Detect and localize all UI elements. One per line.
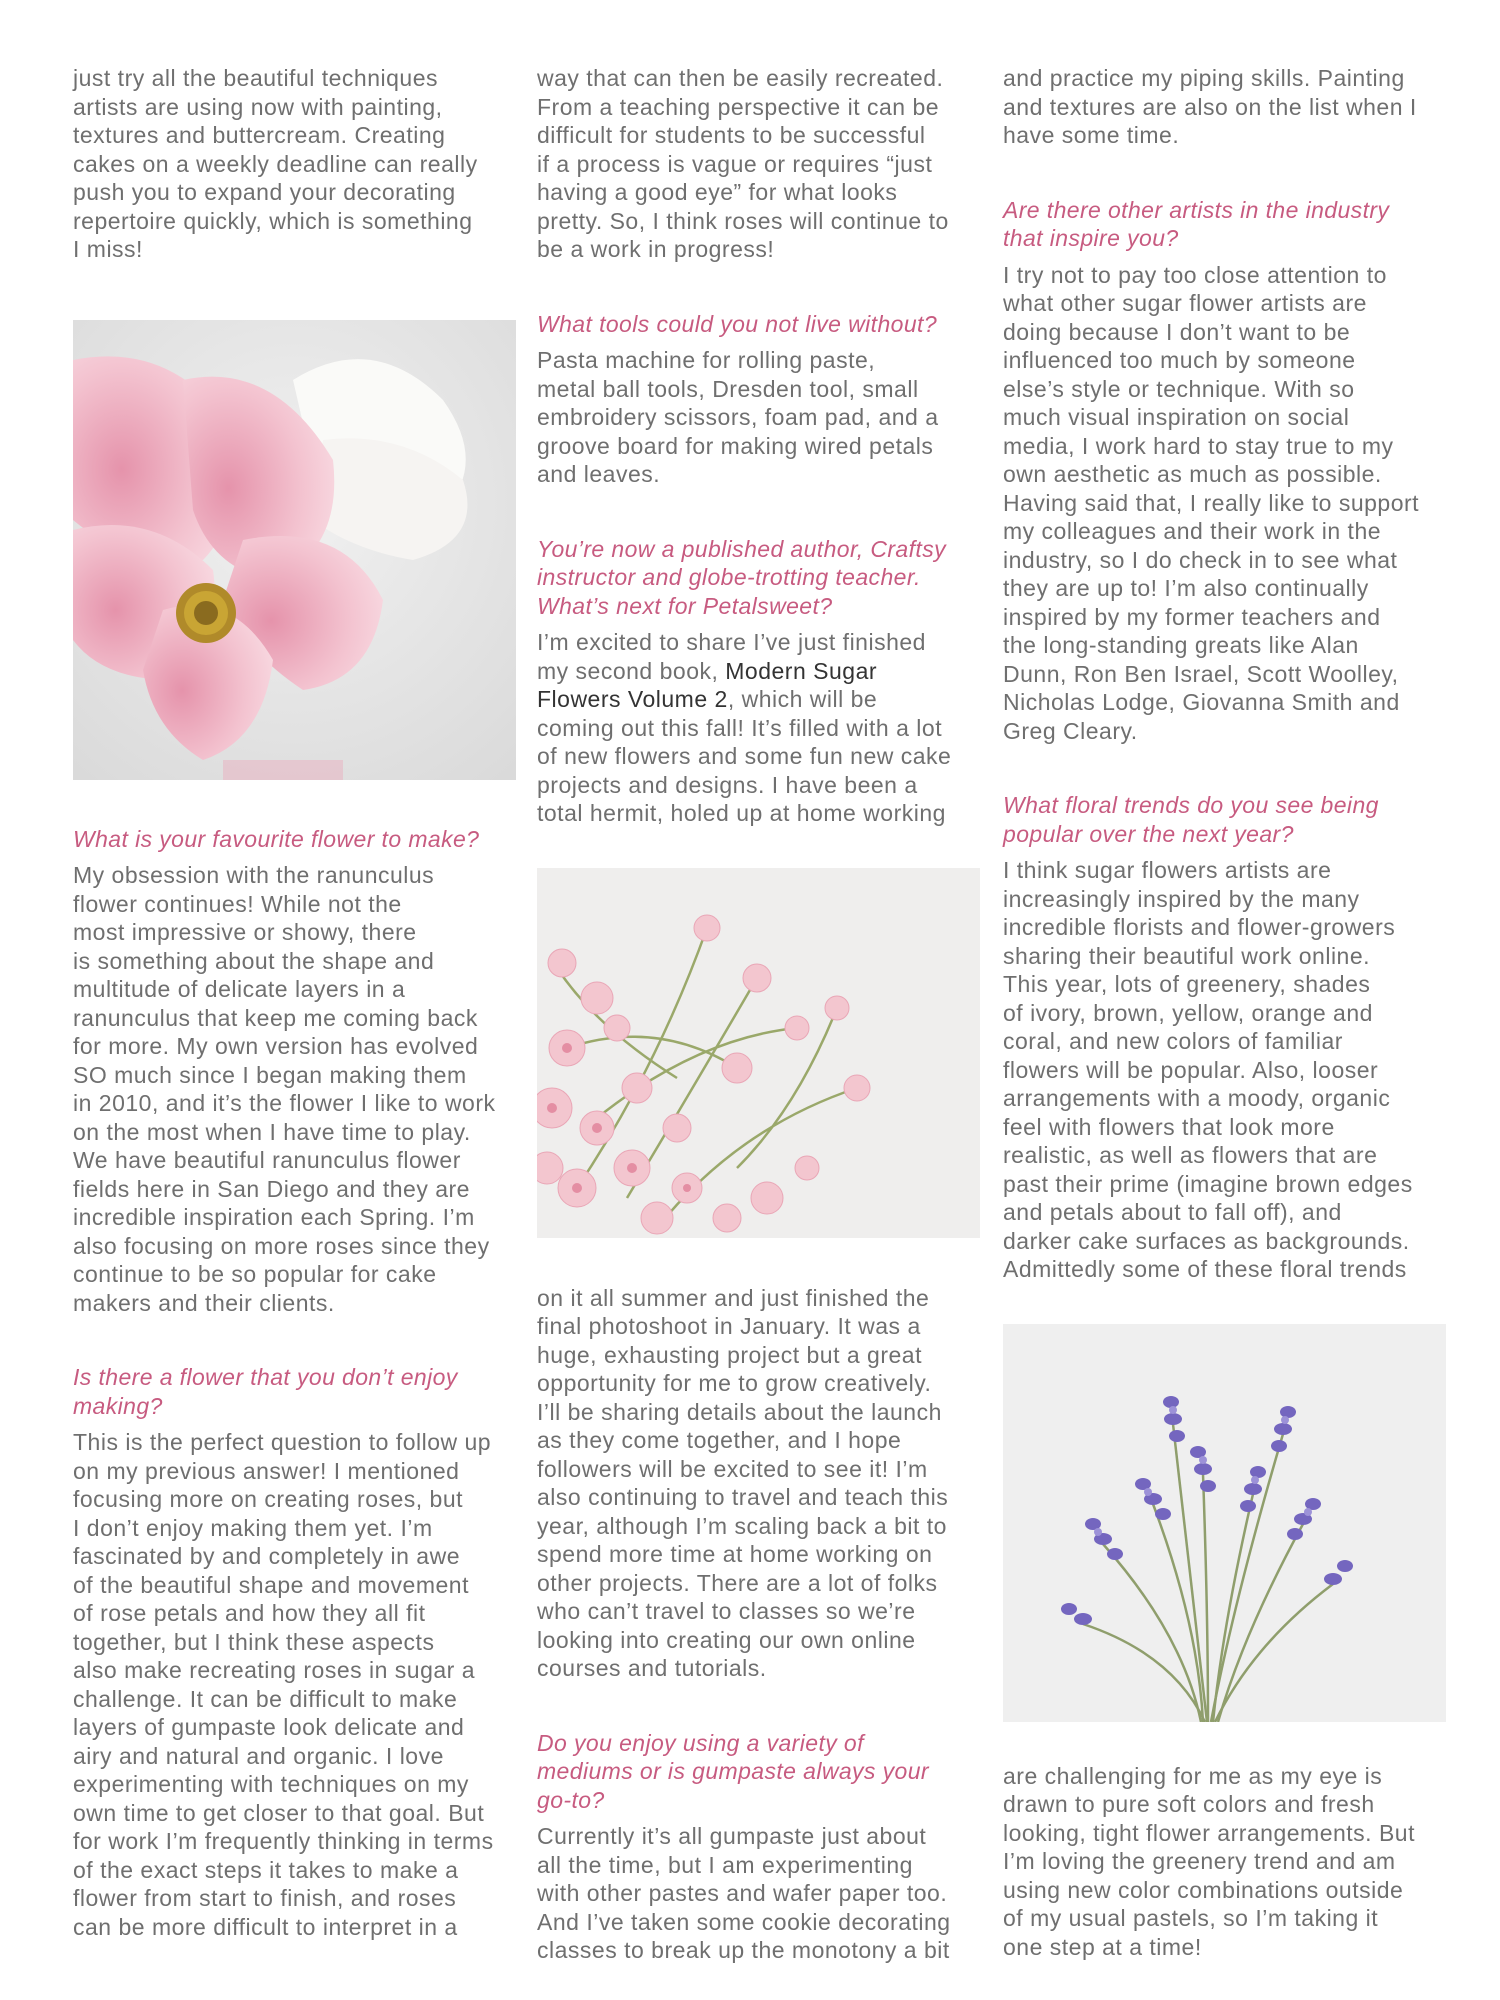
answer-whats-next: I’m excited to share I’ve just finished my second book, Modern Sugar Flowers Volume 2, which will be coming out this fall! It’s filled with a lot of new flowers and some fun new cake projects and designs. I have been a total hermit, holed up at home working <box>537 629 952 826</box>
column-3 <box>1003 64 1448 1961</box>
column-2 <box>537 64 982 1965</box>
roses-continued-paragraph: way that can then be easily recreated. From a teaching perspective it can be difficult for students to be successful if a process is vague or requires “just having a good eye” for what looks pretty. So, I think roses will continue to be a work in progress! <box>537 65 949 262</box>
answer-whats-next-continued: on it all summer and just finished the final photoshoot in January. It was a huge, exhausting project but a great opportunity for me to grow creatively. I’ll be sharing details about the launch as they come together, and I hope followers will be excited to see it! I’m also continuing to travel and teach this year, although I’m scaling back a bit to spend more time at home working on other projects. There are a lot of folks who can’t travel to classes so we’re looking into creating our own online courses and tutorials. <box>537 1284 949 1681</box>
answer-tools: Pasta machine for rolling paste, metal ball tools, Dresden tool, small embroidery scissors, foam pad, and a groove board for making wired petals and leaves. <box>537 347 939 487</box>
question-inspiring-artists: Are there other artists in the industry that inspire you? <box>1003 196 1390 251</box>
question-favourite-flower: What is your favourite flower to make? <box>73 825 480 852</box>
pink-blossoms-photo <box>537 868 980 1238</box>
question-mediums: Do you enjoy using a variety of mediums or is gumpaste always your go-to? <box>537 1729 929 1813</box>
answer-floral-trends-continued: are challenging for me as my eye is drawn to pure soft colors and fresh looking, tight flower arrangements. But I’m loving the greenery trend and am using new color combinations outside of my usual pastels, so I’m taking it one step at a time! <box>1003 1762 1415 1960</box>
book-title: Modern Sugar Flowers Volume 2 <box>537 657 878 712</box>
intro-paragraph: just try all the beautiful techniques artists are using now with painting, textures and buttercream. Creating cakes on a weekly deadline can really push you to expand your decorating repertoire quickly, which is something I miss! <box>73 65 478 262</box>
answer-floral-trends: I think sugar flowers artists are increasingly inspired by the many incredible florists and flower-growers sharing their beautiful work online. This year, lots of greenery, shades of ivory, brown, yellow, orange and coral, and new colors of familiar flowers will be popular. Also, looser arrangements with a moody, organic feel with flowers that look more realistic, as well as flowers that are past their prime (imagine brown edges and petals about to fall off), and darker cake surfaces as backgrounds. Admittedly some of these floral trends <box>1003 857 1413 1282</box>
answer-favourite-flower: My obsession with the ranunculus flower continues! While not the most impressive or showy, there is something about the shape and multitude of delicate layers in a ranunculus that keep me coming back for more. My own version has evolved SO much since I began making them in 2010, and it’s the flower I like to work on the most when I have time to play. We have beautiful ranunculus flower fields here in San Diego and they are incredible inspiration each Spring. I’m also focusing on more roses since they continue to be so popular for cake makers and their clients. <box>73 862 496 1316</box>
question-flower-dont-enjoy: Is there a flower that you don’t enjoy making? <box>73 1364 458 1419</box>
answer-flower-dont-enjoy: This is the perfect question to follow up on my previous answer! I mentioned focusing more on creating roses, but I don’t enjoy making them yet. I’m fascinated by and completely in awe of the beautiful shape and movement of rose petals and how they all fit together, but I think these aspects also make recreating roses in sugar a challenge. It can be difficult to make layers of gumpaste look delicate and airy and natural and organic. I love experimenting with techniques on my own time to get closer to that goal. But for work I’m frequently thinking in terms of the exact steps it takes to make a flower from start to finish, and roses can be more difficult to interpret in a <box>73 1429 494 1940</box>
answer-inspiring-artists: I try not to pay too close attention to what other sugar flower artists are doing because I don’t want to be influenced too much by someone else’s style or technique. With so much visual inspiration on social media, I work hard to stay true to my own aesthetic as much as possible. Having said that, I really like to support my colleagues and their work in the industry, so I do check in to see what they are up to! I’m also continually inspired by my former teachers and the long-standing greats like Alan Dunn, Ron Ben Israel, Scott Woolley, Nicholas Lodge, Giovanna Smith and Greg Cleary. <box>1003 261 1420 744</box>
lavender-bouquet-photo <box>1003 1324 1446 1722</box>
pink-cosmos-photo <box>73 320 516 780</box>
column-1 <box>73 64 518 1941</box>
piping-continued-paragraph: and practice my piping skills. Painting and textures are also on the list when I have some time. <box>1003 65 1417 148</box>
answer-mediums: Currently it’s all gumpaste just about all the time, but I am experimenting with other pastes and wafer paper too. And I’ve taken some cookie decorating classes to break up the monotony a bit <box>537 1823 951 1963</box>
question-floral-trends: What floral trends do you see being popular over the next year? <box>1003 792 1379 847</box>
question-whats-next: You’re now a published author, Craftsy instructor and globe-trotting teacher. What’s next for Petalsweet? <box>537 535 946 619</box>
question-tools: What tools could you not live without? <box>537 310 938 337</box>
